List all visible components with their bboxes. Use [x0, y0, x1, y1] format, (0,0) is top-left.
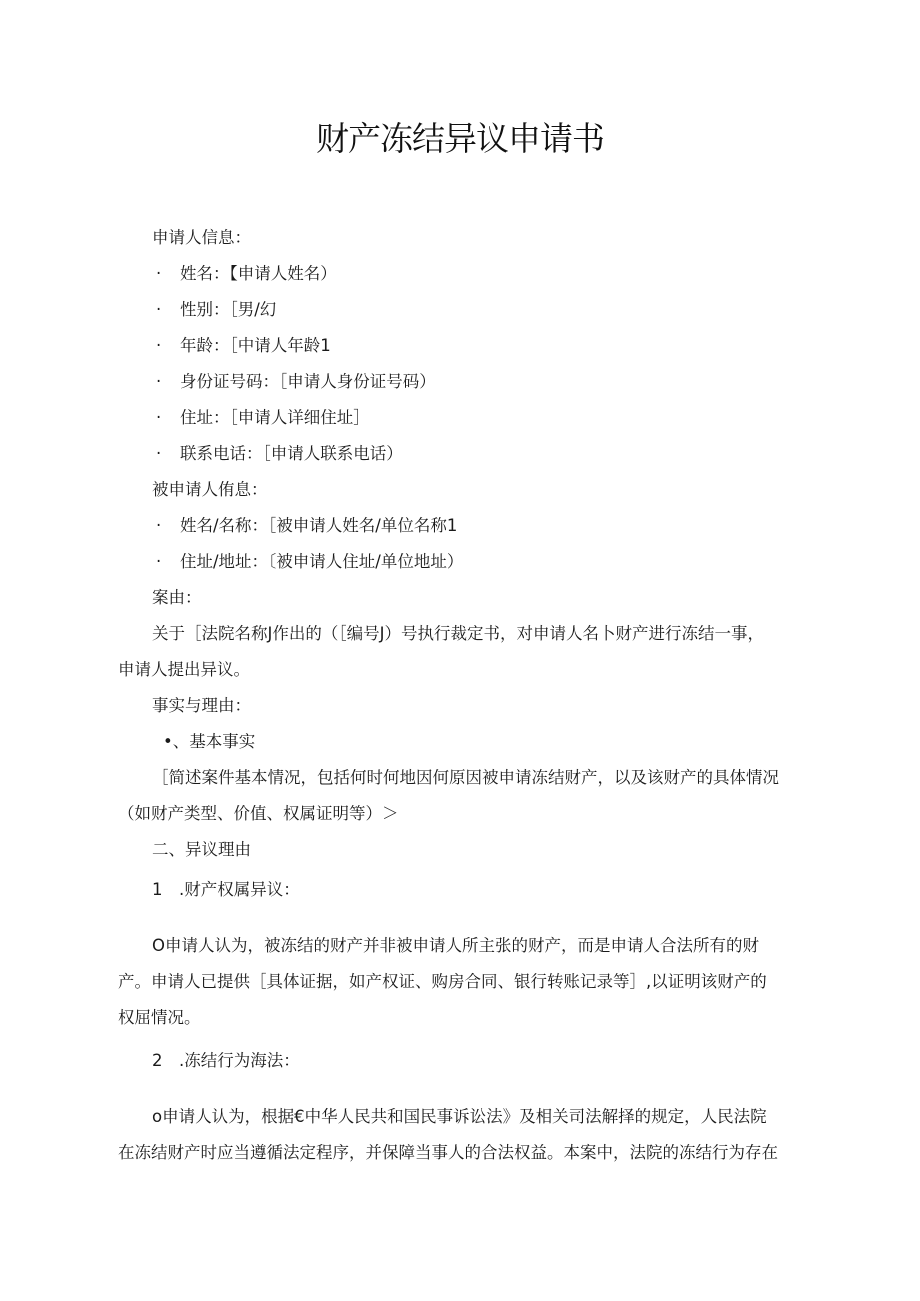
applicant-name-item: 姓名：【申请人姓名）	[180, 264, 337, 283]
bullet-icon: ·	[156, 336, 162, 355]
document-title: 财产冻结异议申请书	[316, 119, 604, 158]
section1-text-line: （如财产类型、价值、权属证明等）＞	[118, 804, 399, 823]
applicant-gender-item: 性别：［男/幻	[180, 300, 277, 319]
applicant-address-item: 住址：［申请人详细住址］	[180, 408, 370, 427]
respondent-address-item: 住址/地址：〔被申请人住址/单位地址）	[180, 552, 464, 571]
point2-title: 2 .冻结行为海法：	[152, 1051, 300, 1070]
applicant-id-item: 身份证号码：［申请人身份证号码）	[180, 372, 436, 391]
applicant-phone-item: 联系电话：［申请人联系电话）	[180, 444, 403, 463]
section2-title: 二、异议理由	[152, 840, 251, 859]
point1-text-line: O申请人认为，被冻结的财产并非被申请人所主张的财产，而是申请人合法所有的财	[152, 936, 759, 955]
bullet-icon: ·	[156, 408, 162, 427]
point1-title: 1 .财产权属异议：	[152, 880, 300, 899]
point2-text-line: o申请人认为，根据€中华人民共和国民事诉讼法》及相关司法解择的规定，人民法院	[152, 1107, 767, 1126]
bullet-icon: ·	[156, 264, 162, 283]
section1-text-line: ［简述案件基本情况，包括何时何地因何原因被申请冻结财产，以及该财产的具体情况	[152, 768, 779, 787]
facts-heading: 事实与理由：	[152, 696, 251, 715]
bullet-icon: ·	[156, 552, 162, 571]
case-text-line: 申请人提出异议。	[118, 660, 250, 679]
bullet-icon: ·	[156, 300, 162, 319]
bullet-icon: ·	[156, 516, 162, 535]
case-text-line: 关于［法院名称J作出的（［编号J）号执行裁定书，对申请人名卜财产进行冻结一事，	[152, 624, 764, 643]
point1-text-line: 权屈情况。	[118, 1008, 201, 1027]
applicant-age-item: 年龄：［中请人年龄1	[180, 336, 331, 355]
applicant-heading: 申请人信息：	[152, 228, 251, 247]
respondent-heading: 被申请人侑息：	[152, 480, 268, 499]
point1-text-line: 产。申请人已提供［具体证据，如产权证、购房合同、银行转账记录等］,以证明该财产的	[118, 972, 767, 991]
bullet-icon: ·	[156, 444, 162, 463]
bullet-icon: ·	[156, 372, 162, 391]
section1-title: •、基本事实	[163, 732, 256, 751]
point2-text-line: 在冻结财产时应当遵循法定程序，并保障当事人的合法权益。本案中，法院的冻结行为存在	[118, 1143, 778, 1162]
case-heading: 案由：	[152, 588, 202, 607]
respondent-name-item: 姓名/名称：［被申请人姓名/单位名称1	[180, 516, 458, 535]
